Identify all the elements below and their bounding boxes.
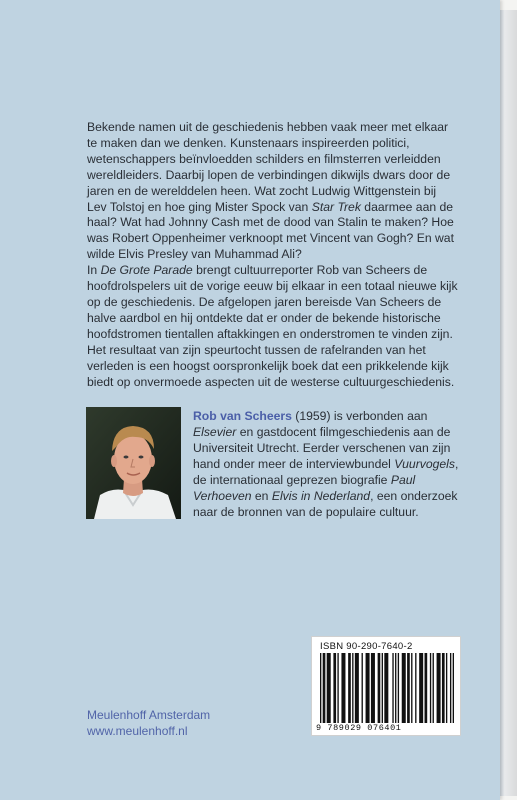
publisher-info (87, 707, 210, 739)
barcode-bar (395, 653, 396, 723)
barcode-bar (442, 653, 445, 723)
barcode-bar (382, 653, 383, 723)
barcode-bar (327, 653, 331, 723)
barcode-bar (352, 653, 353, 723)
blurb-paragraph-1: Bekende namen uit de geschiedenis hebben vaak meer met elkaar te maken dan we denken. Kunstenaars inspireerden politici, wetenschappers beïnvloedden schilders en filmsterren verleidden wereldleiders. Daarbij lopen de verbindingen dikwijls dwars door de jaren en de werelddelen heen. Wat zocht Ludwig Wittgenstein bij Lev Tolstoj en hoe ging Mister Spock van Star Trek daarmee aan de haal? Wat had Johnny Cash met de dood van Stalin te maken? Hoe was Robert Oppenheimer verknoopt met Vincent van Gogh? En wat wilde Elvis Presley van Muhammad Ali? (87, 120, 454, 262)
barcode-bar (392, 653, 393, 723)
barcode-bar (453, 653, 454, 723)
barcode-digits: 9 789029 076401 (316, 723, 402, 733)
isbn-barcode-box (311, 636, 461, 736)
blurb-paragraph-2: In De Grote Parade brengt cultuurreporter Rob van Scheers de hoofdrolspelers uit de vorige eeuw bij elkaar in een totaal nieuwe kijk op de geschiedenis. De afgelopen jaren bereisde Van Scheers de halve aardbol en hij ontdekte dat er onder de bekende historische hoofdstromen tientallen aftakkingen en onderstromen te vinden zijn. Het resultaat van zijn speurtocht tussen de rafelranden van het verleden is een hoogst oorspronkelijk boek dat een prikkelende kijk biedt op onvermoede aspecten uit de westerse cultuurgeschiedenis. (87, 263, 458, 389)
barcode-bar (402, 653, 406, 723)
barcode-bar (320, 653, 321, 723)
barcode-bar (378, 653, 381, 723)
barcode-bar (337, 653, 338, 723)
barcode-bar (419, 653, 423, 723)
barcode-bar (348, 653, 351, 723)
barcode-bar (433, 653, 434, 723)
barcode-bar (341, 653, 345, 723)
author-bio: Rob van Scheers (1959) is verbonden aan Elsevier en gastdocent filmgeschiedenis aan de Universiteit Utrecht. Eerder verschenen van zijn hand onder meer de interviewbundel Vuurvogels, de internationaal geprezen biografie Paul Verhoeven en Elvis in Nederland, een onderzoek naar de bronnen van de populaire cultuur. (193, 409, 459, 519)
barcode-bar (323, 653, 324, 723)
publisher-url: www.meulenhoff.nl (87, 724, 188, 738)
author-photo (86, 407, 181, 519)
barcode-bar (425, 653, 428, 723)
barcode-bar (411, 653, 412, 723)
publisher-name: Meulenhoff Amsterdam (87, 708, 211, 722)
barcode-bar (355, 653, 359, 723)
barcode-bar (384, 653, 388, 723)
barcode-icon (320, 653, 454, 723)
barcode-bar (450, 653, 451, 723)
barcode-bar (407, 653, 410, 723)
barcode-bar (362, 653, 363, 723)
author-name: Rob van Scheers (193, 409, 292, 423)
barcode-bar (333, 653, 336, 723)
barcode-bar (415, 653, 416, 723)
isbn-label: ISBN 90-290-7640-2 (320, 641, 413, 652)
barcode-bar (366, 653, 370, 723)
barcode-bar (371, 653, 375, 723)
barcode-bar (437, 653, 441, 723)
barcode-bar (430, 653, 431, 723)
blurb-text (87, 120, 459, 390)
barcode-bar (446, 653, 447, 723)
barcode-bar (398, 653, 399, 723)
barcode-bar (324, 653, 325, 723)
